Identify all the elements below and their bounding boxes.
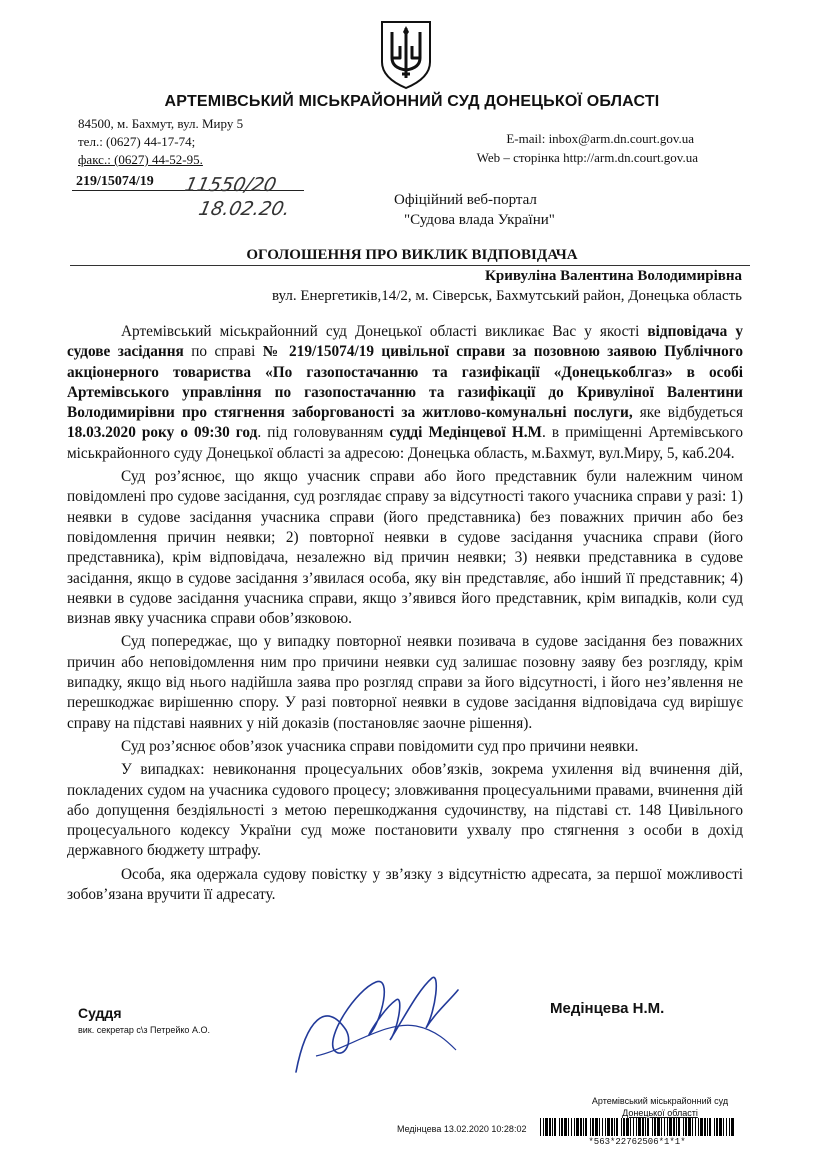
recipient-address: вул. Енергетиків,14/2, м. Сіверськ, Бахмутський район, Донецька область (271, 288, 742, 304)
summons-text-2: по справі (183, 343, 263, 361)
handwritten-registration-date: 18.02.20. (196, 198, 292, 220)
registration-stamp (560, 1095, 760, 1119)
document-barcode-icon (540, 1118, 734, 1136)
court-name: АРТЕМІВСЬКИЙ МІСЬКРАЙОННИЙ СУД ДОНЕЦЬКОЇ ОБЛАСТІ (164, 93, 660, 110)
summons-judge: судді Медінцевої Н.М (389, 424, 542, 442)
judge-label: Суддя (78, 1005, 122, 1021)
heading-underline (70, 265, 750, 266)
court-email: E-mail: inbox@arm.dn.court.gov.ua (506, 131, 694, 146)
court-fax: факс.: (0627) 44-52-95. (78, 152, 203, 167)
notice-body (67, 322, 743, 905)
case-number: 219/15074/19 (76, 174, 154, 189)
recipient-name: Кривуліна Валентина Володимирівна (485, 268, 742, 284)
paragraph-warning: Суд попереджає, що у випадку повторної неявки позивача в судове засідання без поважних причин або неповідомлення ним про причини неявки суд залишає позовну заяву без розгляду, крім випадку, якщо від нього надійшла заява про розгляд справи за його відсутності, і його нез’явлення не перешкоджає вирішенню спору. У разі повторної неявки в судове засідання відповідача суд вирішує справу на підставі наявних у ній доказів (постановляє заочне рішення). (67, 633, 743, 732)
summons-hearing-date: 18.03.2020 року о 09:30 год (67, 424, 258, 442)
barcode-number: *563*22762506*1*1* (588, 1137, 686, 1147)
document-heading: ОГОЛОШЕННЯ ПРО ВИКЛИК ВІДПОВІДАЧА (246, 247, 578, 263)
coat-of-arms-icon (378, 18, 434, 90)
stamp-court-line-2: Донецької області (622, 1108, 698, 1118)
handwritten-registration-number: 11550/20 (182, 174, 279, 196)
summons-text-4: . під головуванням (257, 424, 390, 442)
summons-text-3: яке відбудеться (632, 404, 743, 422)
paragraph-obligation: Суд роз’яснює обов’язок учасника справи повідомити суд про причини неявки. (121, 737, 639, 755)
stamp-document-info: Медінцева 13.02.2020 10:28:02 (397, 1124, 527, 1134)
paragraph-absence-rules: Суд роз’яснює, що якщо учасник справи або його представник були належним чином повідомлені про судове засідання, суд розглядає справу за відсутності такого учасника справи у разі: 1) неявки в судове засідання учасника справи (його представника) без поважних причин або без повідомлення причин неявки; 2) повторної неявки в судове засідання учасника справи (його представника), крім відповідача, незалежно від причин неявки; 3) неявки представника в судове засідання, якщо в судове засідання з’явилася особа, яку він представляє, або інший її представник; 4) неявки в судове засідання учасника справи, якщо з’явився його представник, крім випадків, коли суд визнав явку учасника справи обов’язковою. (67, 468, 743, 628)
court-website: Web – сторінка http://arm.dn.court.gov.ua (476, 150, 698, 165)
secretary-note: вик. секретар с\з Петрейко А.О. (78, 1025, 210, 1035)
summons-case-details: № 219/15074/19 цивільної справи за позовною заявою Публічного акціонерного товариства «По газопостачанню та газифікації «Донецькоблгаз» в особі Артемівського управління по газопостачанню та газифікації до Кривуліної Валентини Володимирівни про стягнення заборгованості за житлово-комунальні послуги, (67, 343, 743, 422)
judge-name: Медінцева Н.М. (550, 1000, 665, 1017)
portal-line-2: "Судова влада України" (404, 212, 555, 228)
summons-text-1: Артемівський міськрайонний суд Донецької області викликає Вас у якості (121, 323, 648, 340)
paragraph-penalty: У випадках: невиконання процесуальних обов’язків, зокрема ухилення від вчинення дій, покладених судом на учасника судового процесу; зловживання процесуальними правами, вчинення дій або допущення бездіяльності з метою перешкоджання судочинству, на підставі ст. 148 Цивільного процесуального кодексу України суд може постановити ухвалу про стягнення з особи в дохід державного бюджету штрафу. (67, 761, 743, 860)
summons-text-5: . в приміщенні Артемівського міськрайонного суду Донецької області за адресою: Донецька область, м.Бахмут, вул.Миру, 5, каб.204. (67, 424, 743, 462)
paragraph-delivery: Особа, яка одержала судову повістку у зв’язку з відсутністю адресата, за першої можливості зобов’язана вручити її адресату. (67, 865, 743, 904)
summons-role: відповідача у судове засідання (67, 323, 743, 361)
stamp-court-line-1: Артемівський міськрайонний суд (591, 1096, 729, 1106)
court-address: 84500, м. Бахмут, вул. Миру 5 (78, 116, 244, 131)
paragraph-summons (67, 322, 743, 464)
court-phone: тел.: (0627) 44-17-74; (78, 134, 196, 149)
portal-line-1: Офіційний веб-портал (394, 192, 537, 208)
judge-signature-icon (286, 960, 466, 1080)
recipient-portal (394, 190, 555, 230)
